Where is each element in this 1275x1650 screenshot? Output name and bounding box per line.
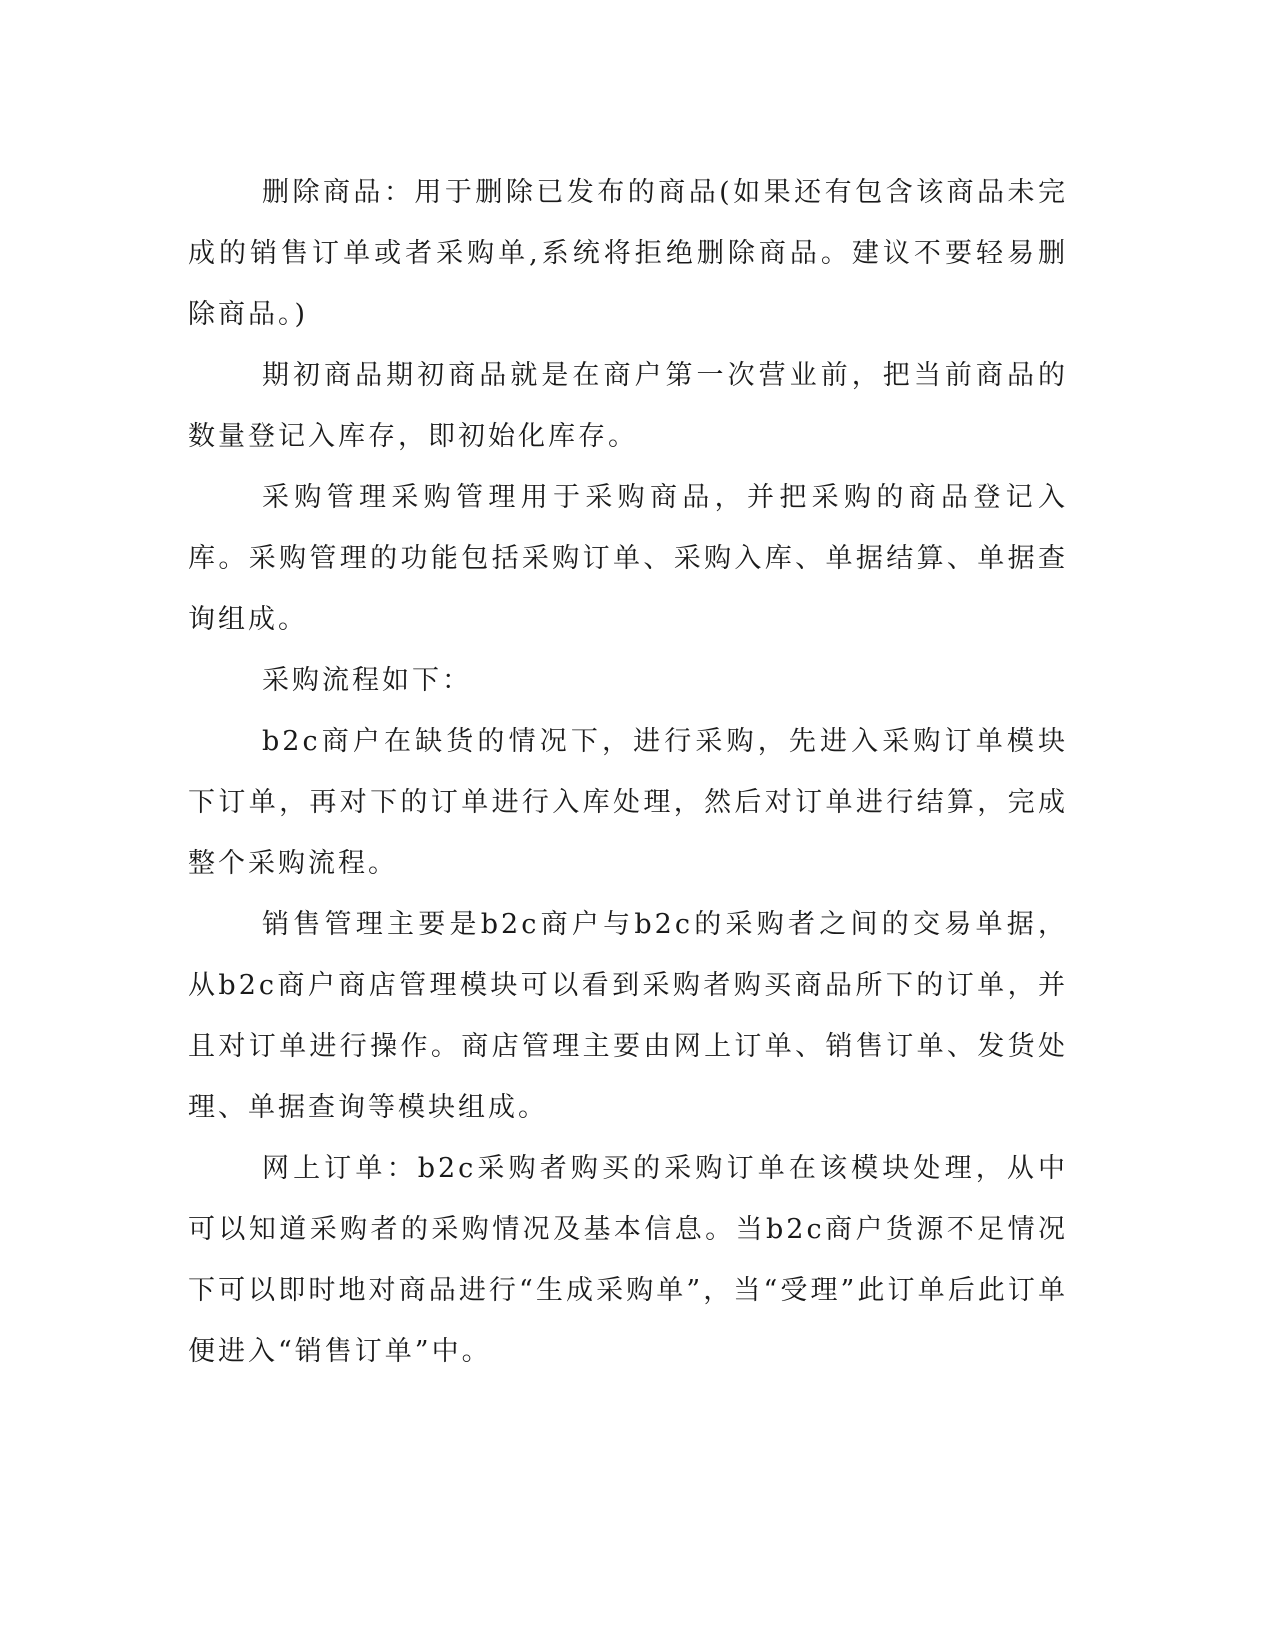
- paragraph-sales-management: 销售管理主要是b2c商户与b2c的采购者之间的交易单据，从b2c商户商店管理模块可以看到采购者购买商品所下的订单，并且对订单进行操作。商店管理主要由网上订单、销售订单、发货处理、单据查询等模块组成。: [188, 909, 1068, 1123]
- document-body: [188, 162, 1068, 1382]
- paragraph-initial-products: 期初商品期初商品就是在商户第一次营业前，把当前商品的数量登记入库存，即初始化库存。: [188, 360, 1068, 452]
- paragraph-purchase-process: b2c商户在缺货的情况下，进行采购，先进入采购订单模块下订单，再对下的订单进行入库处理，然后对订单进行结算，完成整个采购流程。: [188, 726, 1068, 879]
- paragraph-online-orders: 网上订单：b2c采购者购买的采购订单在该模块处理，从中可以知道采购者的采购情况及基本信息。当b2c商户货源不足情况下可以即时地对商品进行“生成采购单”，当“受理”此订单后此订单便进入“销售订单”中。: [188, 1153, 1068, 1367]
- paragraph-purchase-process-heading: 采购流程如下：: [262, 665, 472, 696]
- paragraph-delete-product: 删除商品：用于删除已发布的商品(如果还有包含该商品未完成的销售订单或者采购单,系统将拒绝删除商品。建议不要轻易删除商品。): [188, 177, 1068, 330]
- paragraph-purchase-management: 采购管理采购管理用于采购商品，并把采购的商品登记入库。采购管理的功能包括采购订单、采购入库、单据结算、单据查询组成。: [188, 482, 1068, 635]
